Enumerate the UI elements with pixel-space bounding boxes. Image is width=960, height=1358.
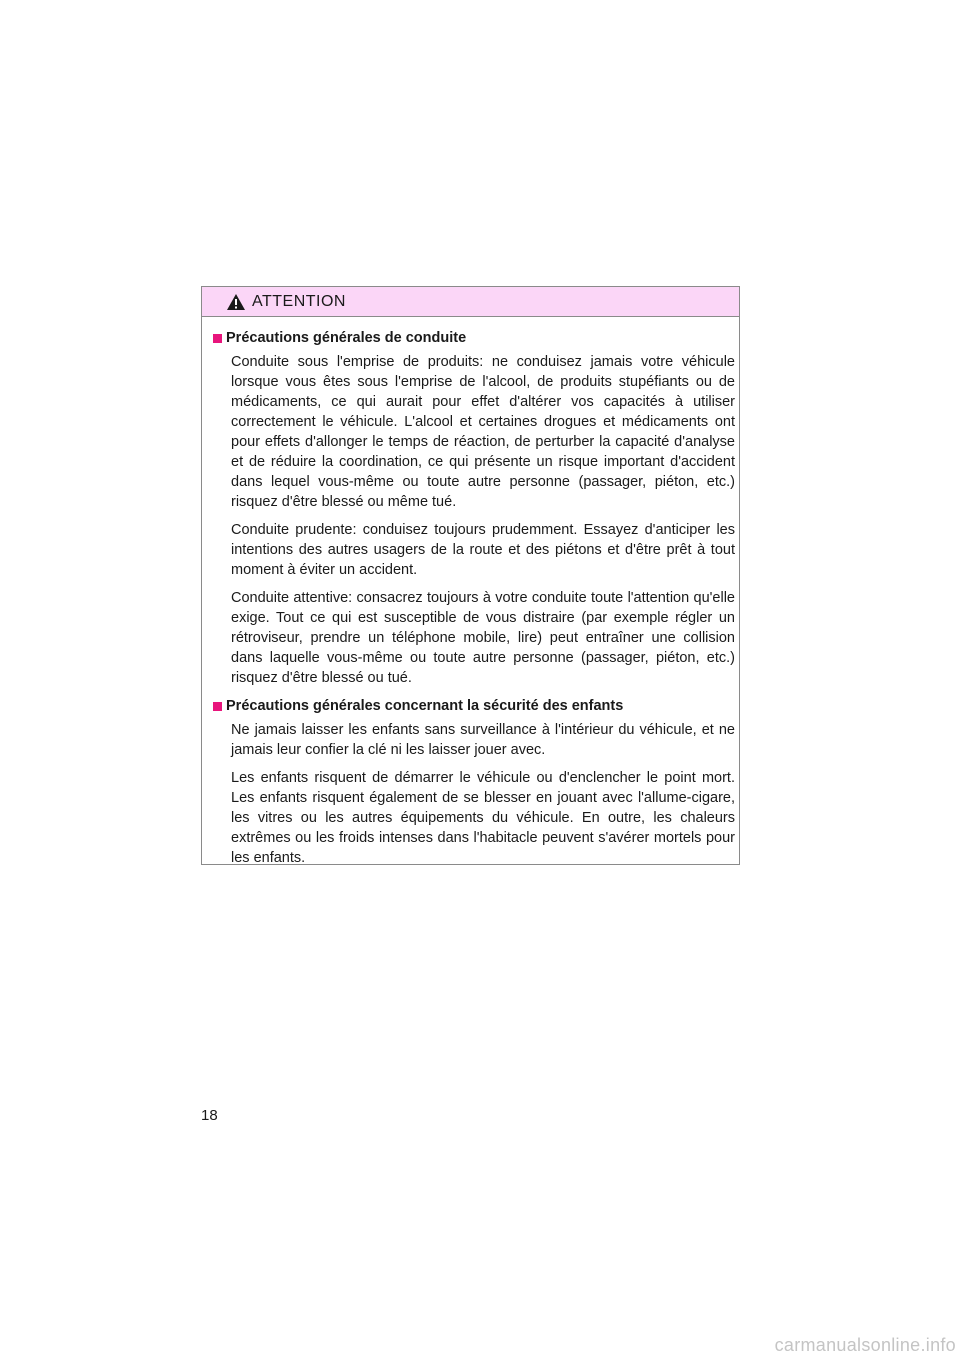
paragraph: Conduite sous l'emprise de produits: ne conduisez jamais votre véhicule lorsque vous êtes sous l'emprise de l'alcool, de produits stupéfiants ou de médicaments, ce qui aurait pour effet d'altérer vos capacités à utiliser correctement le véhicule. L'alcool et certaines drogues et médicaments ont pour effets d'allonger le temps de réaction, de perturber la capacité d'analyse et de réduire la coordination, ce qui présente un risque important d'accident dans lequel vous-même ou toute autre personne (passager, piéton, etc.) risquez d'être blessé ou même tué. <box>231 354 735 510</box>
section-heading-driving <box>213 328 735 348</box>
section-heading-children <box>213 696 735 716</box>
paragraph: Conduite prudente: conduisez toujours prudemment. Essayez d'anticiper les intentions des autres usagers de la route et des piétons et d'être prêt à tout moment à éviter un accident. <box>231 522 735 578</box>
paragraph: Ne jamais laisser les enfants sans surveillance à l'intérieur du véhicule, et ne jamais leur confier la clé ni les laisser jouer avec. <box>231 722 735 758</box>
warning-triangle-icon <box>226 293 246 311</box>
page-number: 18 <box>201 1107 218 1124</box>
caution-title: ATTENTION <box>252 292 346 310</box>
paragraph: Les enfants risquent de démarrer le véhicule ou d'enclencher le point mort. Les enfants risquent également de se blesser en jouant avec l'allume-cigare, les vitres ou les autres équipements du véhicule. En outre, les chaleurs extrêmes ou les froids intenses dans l'habitacle peuvent s'avérer mortels pour les enfants. <box>231 770 735 866</box>
bullet-square-icon <box>213 334 222 343</box>
caution-box <box>201 286 740 865</box>
bullet-square-icon <box>213 702 222 711</box>
paragraph: Conduite attentive: consacrez toujours à votre conduite toute l'attention qu'elle exige. Tout ce qui est susceptible de vous distraire (par exemple régler un rétroviseur, prendre un téléphone mobile, lire) peut entraîner une collision dans laquelle vous-même ou toute autre personne (passager, piéton, etc.) risquez d'être blessé ou tué. <box>231 590 735 686</box>
section-heading-text: Précautions générales de conduite <box>226 330 467 346</box>
caution-header <box>202 287 739 317</box>
section-heading-text: Précautions générales concernant la sécurité des enfants <box>226 698 624 714</box>
caution-body <box>202 317 739 868</box>
watermark: carmanualsonline.info <box>774 1335 956 1355</box>
